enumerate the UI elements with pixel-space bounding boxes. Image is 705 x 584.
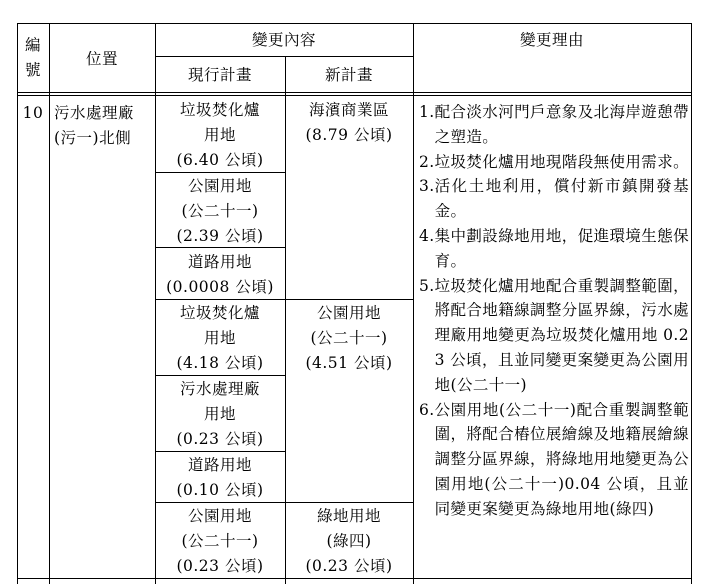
cell-line: (綠四) — [326, 532, 372, 550]
cell-line: (0.0008 公頃) — [166, 278, 274, 296]
current-cell-incinerator-2 — [155, 301, 285, 376]
current-cell-incinerator-1 — [155, 98, 285, 173]
row-location-line1: 污水處理廠 — [54, 104, 135, 122]
reason-number: 1. — [419, 103, 435, 121]
cell-line: (公二十一) — [181, 202, 259, 220]
cell-line: (2.39 公頃) — [176, 227, 264, 245]
cell-line: 公園用地 — [316, 304, 381, 322]
cell-line: 垃圾焚化爐 — [179, 101, 260, 119]
row-location-line2: (污一)北側 — [54, 129, 132, 147]
reason-text: 集中劃設綠地用地，促進環境生態保育。 — [434, 226, 689, 270]
header-current-plan: 現行計畫 — [187, 66, 252, 84]
cell-line: (0.10 公頃) — [176, 481, 264, 499]
reason-list — [419, 100, 689, 522]
header-new-plan: 新計畫 — [324, 66, 373, 84]
current-cell-park-2 — [155, 504, 285, 579]
cell-line: (4.51 公頃) — [305, 354, 393, 372]
reason-text: 配合淡水河門戶意象及北海岸遊憩帶之塑造。 — [434, 103, 689, 146]
cell-line: (8.79 公頃) — [305, 126, 393, 144]
cell-line: (公二十一) — [310, 329, 388, 347]
cell-line: 海濱商業區 — [308, 101, 389, 119]
cell-line: 用地 — [203, 329, 236, 347]
cell-line: (0.23 公頃) — [176, 430, 264, 448]
new-cell-green-space — [285, 504, 413, 579]
cell-line: 道路用地 — [187, 456, 252, 474]
new-cell-coastal-commercial — [285, 98, 413, 148]
reason-text: 公園用地(公二十一)配合重製調整範圍，將配合樁位展繪線及地籍展繪線調整分區界線，將綠地用地變更為公園用地(公二十一)0.04 公頃，且並同變更案變更為綠地用地(綠四) — [434, 400, 689, 518]
reason-item — [419, 398, 689, 522]
reason-number: 2. — [419, 152, 435, 171]
cell-line: 公園用地 — [187, 507, 252, 525]
cell-line: 垃圾焚化爐 — [179, 304, 260, 322]
cell-line: 用地 — [203, 126, 236, 144]
reason-number: 3. — [419, 177, 435, 196]
header-location: 位置 — [85, 50, 118, 68]
cell-line: 公園用地 — [187, 177, 252, 195]
new-cell-park — [285, 301, 413, 376]
reason-text: 活化土地利用，償付新市鎮開發基金。 — [434, 177, 689, 221]
reason-item — [419, 150, 689, 175]
cell-line: (0.23 公頃) — [305, 557, 393, 575]
current-cell-road-2 — [155, 453, 285, 503]
current-cell-sewage-plant — [155, 377, 285, 452]
header-change-reason: 變更理由 — [519, 31, 584, 49]
reason-text: 垃圾焚化爐用地現階段無使用需求。 — [434, 152, 689, 171]
row-serial-no: 10 — [22, 104, 44, 122]
cell-line: (公二十一) — [181, 532, 259, 550]
cell-line: (6.40 公頃) — [176, 151, 264, 169]
cell-line: 綠地用地 — [316, 507, 381, 525]
current-cell-park-1 — [155, 174, 285, 249]
header-serial-no-line1: 編 — [24, 36, 41, 54]
cell-line: (0.23 公頃) — [176, 557, 264, 575]
cell-line: 用地 — [203, 405, 236, 423]
reason-number: 5. — [419, 276, 435, 295]
cell-line: (4.18 公頃) — [176, 354, 264, 372]
reason-item — [419, 274, 689, 398]
reason-number: 4. — [419, 226, 435, 245]
reason-text: 垃圾焚化爐用地配合重製調整範圍，將配合地籍線調整分區界線，污水處理廠用地變更為垃圾焚化爐用地 0.23 公頃，且並同變更案變更為公園用地(公二十一) — [434, 276, 689, 394]
reason-item — [419, 100, 689, 150]
current-cell-road-1 — [155, 250, 285, 300]
cell-line: 道路用地 — [187, 253, 252, 271]
header-serial-no-line2: 號 — [24, 61, 41, 79]
cell-line: 污水處理廠 — [179, 380, 260, 398]
header-change-content: 變更內容 — [251, 31, 316, 49]
reason-item — [419, 174, 689, 224]
reason-item — [419, 224, 689, 274]
reason-number: 6. — [419, 400, 435, 419]
